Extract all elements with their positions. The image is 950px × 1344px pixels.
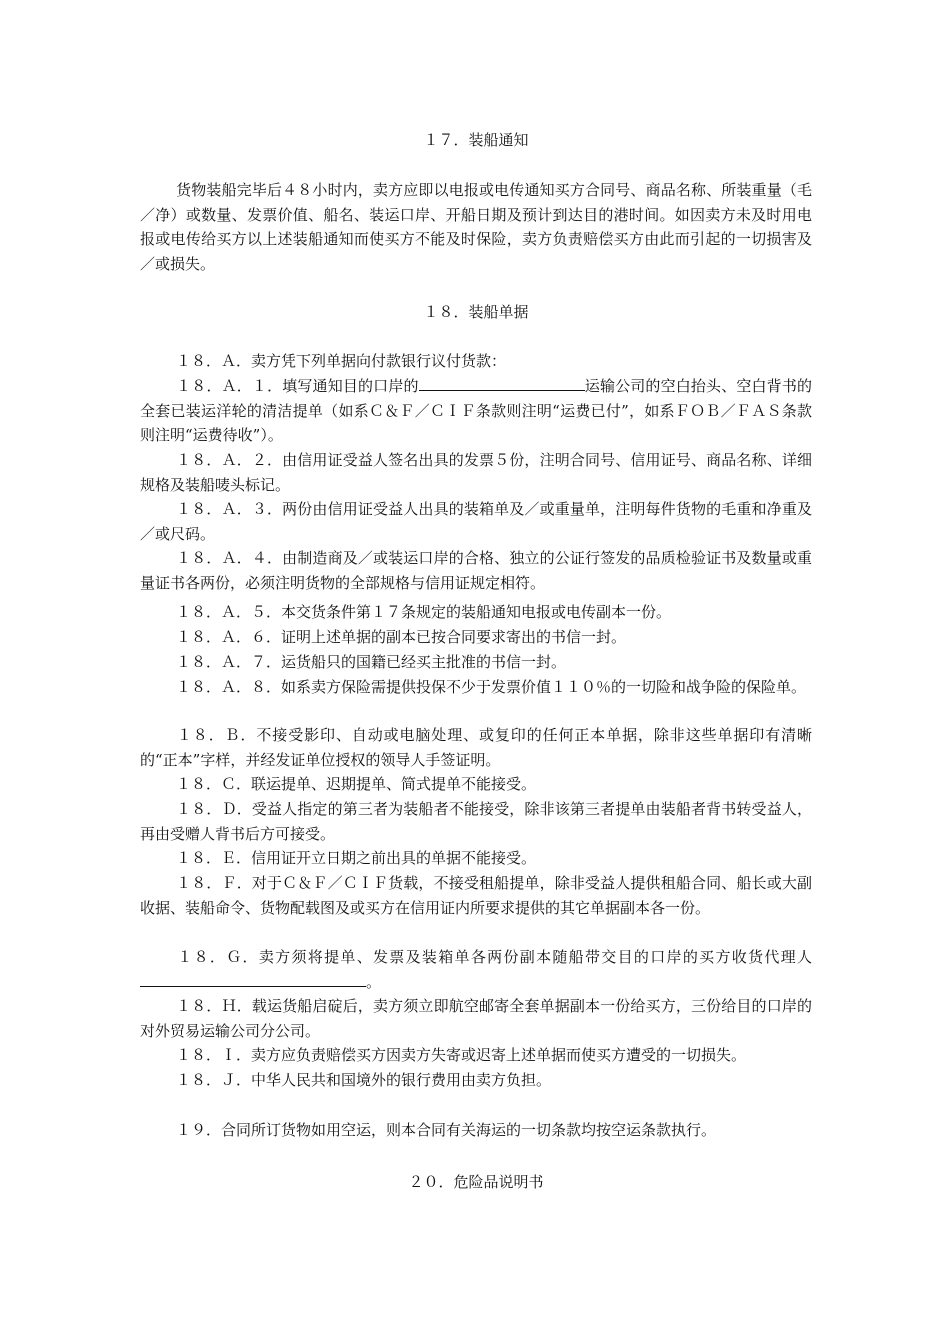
fill-in-blank-agent[interactable]	[140, 971, 366, 987]
clause-text: １８．Ａ．７．运货船只的国籍已经买主批准的书信一封。	[176, 653, 567, 671]
section-19	[140, 1118, 812, 1143]
section-17-title: １７．装船通知	[423, 131, 529, 149]
clause-18-d	[140, 797, 812, 846]
clause-18-h	[140, 994, 812, 1043]
clause-text: １８．Ａ．１．填写通知目的口岸的	[176, 377, 419, 395]
clause-18-a8	[140, 675, 812, 700]
clause-18-b	[140, 723, 812, 772]
clause-text: １８．Ｇ．卖方须将提单、发票及装箱单各两份副本随船带交目的口岸的买方收货代理人	[176, 948, 812, 966]
clause-text: １８．Ｆ．对于Ｃ＆Ｆ／ＣＩＦ货载，不接受租船提单，除非受益人提供租船合同、船长或大副收据、装船命令、货物配载图及或买方在信用证内所要求提供的其它单据副本各一份。	[140, 874, 812, 917]
clause-18-g	[140, 945, 812, 994]
section-20-title: ２０．危险品说明书	[408, 1173, 544, 1191]
clause-text: １８．Ａ．４．由制造商及／或装运口岸的合格、独立的公证行签发的品质检验证书及数量或重量证书各两份，必须注明货物的全部规格与信用证规定相符。	[140, 549, 812, 592]
clause-18-a7	[140, 650, 812, 675]
clause-18-a	[140, 349, 812, 374]
clause-text: １８．Ａ．８．如系卖方保险需提供投保不少于发票价值１１０％的一切险和战争险的保险单。	[176, 678, 807, 696]
clause-18-f	[140, 871, 812, 920]
clause-18-a5	[140, 600, 812, 625]
clause-text: １８．Ｃ．联运提单、迟期提单、简式提单不能接受。	[176, 775, 537, 793]
clause-text: １８．Ａ．卖方凭下列单据向付款银行议付货款：	[176, 352, 507, 370]
clause-text: １８．Ｄ．受益人指定的第三者为装船者不能接受，除非该第三者提单由装船者背书转受益人，再由受赠人背书后方可接受。	[140, 800, 812, 843]
clause-18-c	[140, 772, 812, 797]
clause-text: １８．Ｉ．卖方应负责赔偿买方因卖方失寄或迟寄上述单据而使买方遭受的一切损失。	[176, 1046, 747, 1064]
fill-in-blank-port[interactable]	[419, 375, 585, 391]
clause-18-i	[140, 1043, 812, 1068]
clause-18-a2	[140, 448, 812, 497]
clause-18-a4	[140, 546, 812, 595]
clause-18-a6	[140, 625, 812, 650]
clause-text: １８．Ｊ．中华人民共和国境外的银行费用由卖方负担。	[176, 1071, 552, 1089]
clause-text: １８．Ｈ．载运货船启碇后，卖方须立即航空邮寄全套单据副本一份给买方，三份给目的口岸的对外贸易运输公司分公司。	[140, 997, 812, 1040]
clause-text: 。	[366, 972, 382, 991]
clause-text: １８．Ａ．５．本交货条件第１７条规定的装船通知电报或电传副本一份。	[176, 603, 672, 621]
clause-text: 运输公司的空白抬头、空白背书的全套已装运洋轮的清洁提单（如系Ｃ＆Ｆ／ＣＩＦ条款则注明“运费已付”，如系ＦＯＢ／ＦＡＳ条款则注明“运费待收”）。	[140, 377, 812, 444]
clause-18-e	[140, 846, 812, 871]
clause-text: １８．Ｂ．不接受影印、自动或电脑处理、或复印的任何正本单据，除非这些单据印有清晰的“正本”字样，并经发证单位授权的领导人手签证明。	[140, 726, 812, 769]
clause-text: １９．合同所订货物如用空运，则本合同有关海运的一切条款均按空运条款执行。	[176, 1121, 717, 1139]
section-17-text: 货物装船完毕后４８小时内，卖方应即以电报或电传通知买方合同号、商品名称、所装重量（毛／净）或数量、发票价值、船名、装运口岸、开船日期及预计到达目的港时间。如因卖方未及时用电报或电传给买方以上述装船通知而使买方不能及时保险，卖方负责赔偿买方由此而引起的一切损害及／或损失。	[140, 181, 812, 273]
clause-18-a1	[140, 374, 812, 448]
section-18-title: １８．装船单据	[423, 303, 529, 321]
section-17-body	[140, 178, 812, 276]
clause-text: １８．Ｅ．信用证开立日期之前出具的单据不能接受。	[176, 849, 537, 867]
clause-text: １８．Ａ．２．由信用证受益人签名出具的发票５份，注明合同号、信用证号、商品名称、详细规格及装船唛头标记。	[140, 451, 812, 494]
clause-text: １８．Ａ．３．两份由信用证受益人出具的装箱单及／或重量单，注明每件货物的毛重和净重及／或尺码。	[140, 500, 812, 543]
clause-18-j	[140, 1068, 812, 1093]
clause-18-a3	[140, 497, 812, 546]
clause-text: １８．Ａ．６．证明上述单据的副本已按合同要求寄出的书信一封。	[176, 628, 627, 646]
